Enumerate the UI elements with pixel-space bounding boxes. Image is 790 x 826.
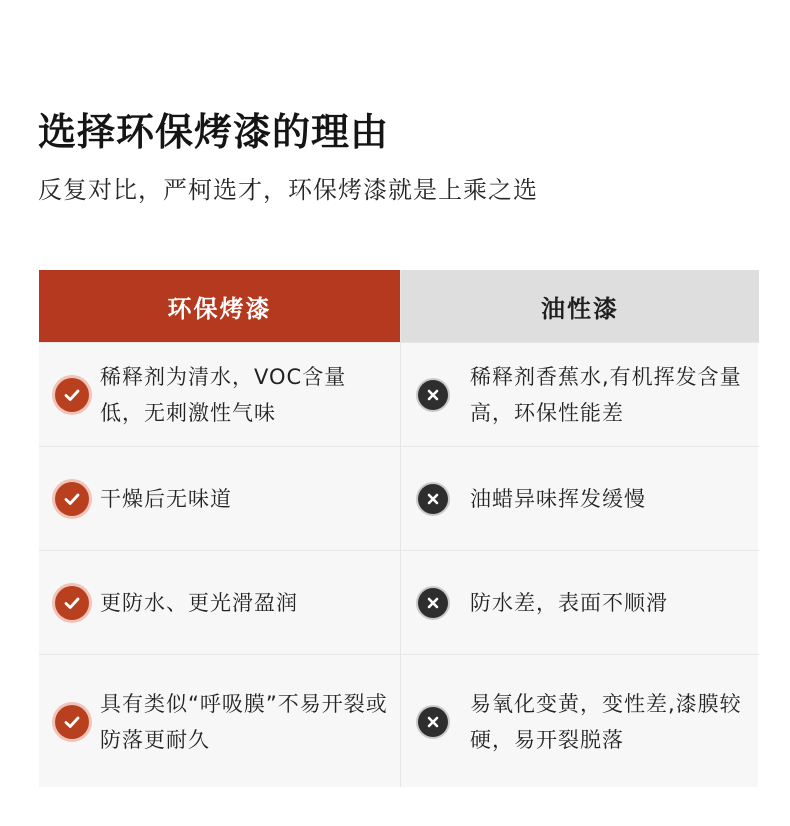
pro-text: 干燥后无味道	[100, 487, 232, 511]
con-text: 油蜡异味挥发缓慢	[470, 487, 646, 511]
page-title: 选择环保烤漆的理由	[38, 110, 390, 154]
pro-text: 具有类似“呼吸膜”不易开裂或防落更耐久	[100, 691, 388, 752]
pro-text: 稀释剂为清水，VOC含量低，无刺激性气味	[100, 365, 347, 425]
eco-paint-header: 环保烤漆	[39, 270, 400, 342]
x-circle-icon	[418, 380, 448, 410]
pro-text: 更防水、更光滑盈润	[100, 591, 298, 615]
page-subtitle: 反复对比，严柯选才，环保烤漆就是上乘之选	[38, 176, 538, 204]
check-circle-icon	[55, 586, 89, 620]
table-row	[401, 654, 759, 788]
table-row	[401, 342, 759, 447]
eco-paint-column	[39, 270, 400, 787]
check-circle-icon	[55, 482, 89, 516]
table-row	[39, 342, 400, 447]
con-text: 稀释剂香蕉水,有机挥发含量高，环保性能差	[470, 365, 742, 425]
con-text: 易氧化变黄，变性差,漆膜较硬，易开裂脱落	[470, 691, 742, 752]
oil-paint-header: 油性漆	[401, 270, 759, 342]
table-row	[39, 654, 400, 788]
oil-paint-column	[400, 270, 759, 787]
x-circle-icon	[418, 707, 448, 737]
x-circle-icon	[418, 588, 448, 618]
check-circle-icon	[55, 378, 89, 412]
comparison-table	[39, 270, 758, 787]
table-row	[39, 550, 400, 655]
table-row	[39, 446, 400, 551]
table-row	[401, 446, 759, 551]
table-row	[401, 550, 759, 655]
con-text: 防水差，表面不顺滑	[470, 591, 668, 615]
x-circle-icon	[418, 484, 448, 514]
check-circle-icon	[55, 705, 89, 739]
